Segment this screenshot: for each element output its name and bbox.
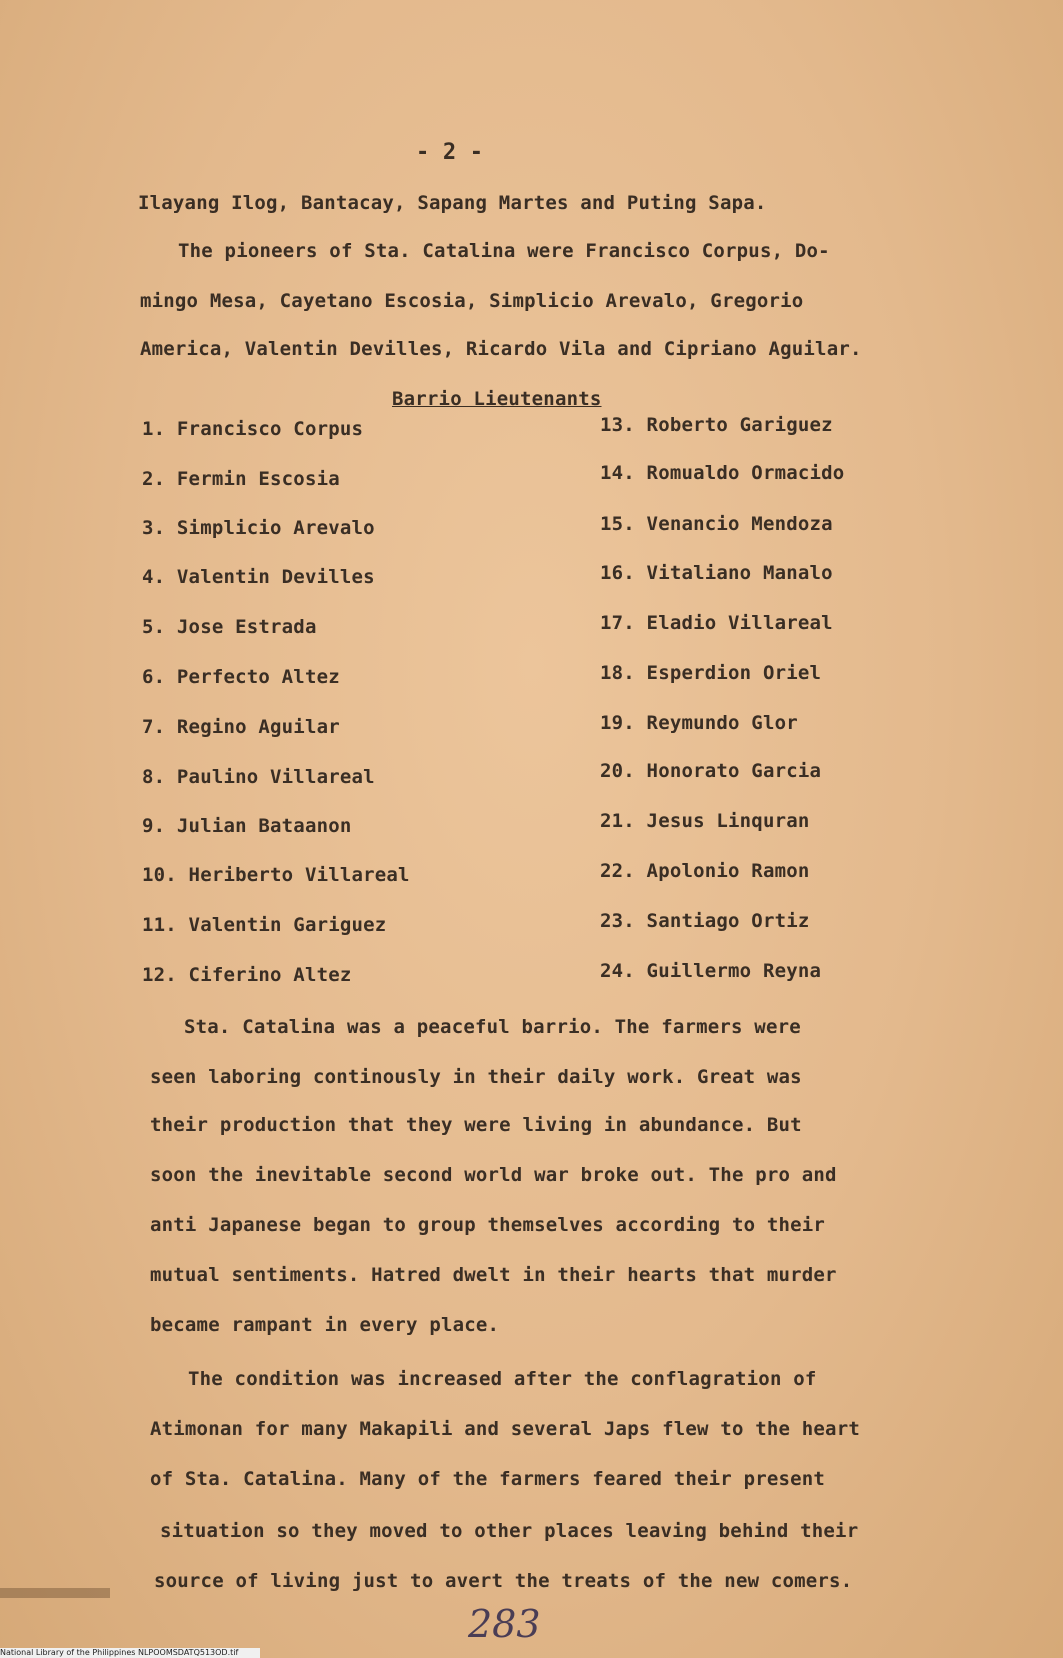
- lieutenant-item: 21. Jesus Linquran: [600, 810, 810, 832]
- page-number: - 2 -: [416, 140, 484, 165]
- lieutenant-item: 11. Valentin Gariguez: [142, 914, 387, 936]
- lieutenant-item: 23. Santiago Ortiz: [600, 910, 810, 932]
- paragraph2-line: anti Japanese began to group themselves according to their: [150, 1214, 826, 1236]
- lieutenant-item: 16. Vitaliano Manalo: [600, 562, 833, 584]
- paragraph1-line: America, Valentin Devilles, Ricardo Vila and Cipriano Aguilar.: [140, 338, 862, 360]
- paragraph2-line: became rampant in every place.: [150, 1314, 500, 1336]
- lieutenant-item: 22. Apolonio Ramon: [600, 860, 810, 882]
- lieutenant-item: 10. Heriberto Villareal: [142, 864, 410, 886]
- handwritten-page-number: 283: [468, 1602, 541, 1646]
- lieutenant-item: 15. Venancio Mendoza: [600, 513, 833, 535]
- lieutenant-item: 6. Perfecto Altez: [142, 666, 340, 688]
- paragraph3-line: situation so they moved to other places leaving behind their: [160, 1520, 859, 1542]
- paragraph3-line: of Sta. Catalina. Many of the farmers feared their present: [150, 1468, 826, 1490]
- lieutenant-item: 7. Regino Aguilar: [142, 716, 340, 738]
- paragraph3-line: source of living just to avert the treats of the new comers.: [154, 1570, 853, 1592]
- lieutenant-item: 4. Valentin Devilles: [142, 566, 375, 588]
- lieutenant-item: 2. Fermin Escosia: [142, 468, 340, 490]
- lieutenant-item: 1. Francisco Corpus: [142, 418, 364, 440]
- lieutenant-item: 24. Guillermo Reyna: [600, 960, 822, 982]
- paragraph2-line: Sta. Catalina was a peaceful barrio. The farmers were: [184, 1016, 801, 1038]
- paragraph2-line: soon the inevitable second world war broke out. The pro and: [150, 1164, 837, 1186]
- lieutenant-item: 18. Esperdion Oriel: [600, 662, 822, 684]
- lieutenant-item: 3. Simplicio Arevalo: [142, 517, 375, 539]
- paragraph1-line: mingo Mesa, Cayetano Escosia, Simplicio Arevalo, Gregorio: [140, 290, 804, 312]
- lieutenant-item: 5. Jose Estrada: [142, 616, 317, 638]
- lieutenant-item: 14. Romualdo Ormacido: [600, 462, 845, 484]
- lieutenant-item: 9. Julian Bataanon: [142, 815, 352, 837]
- lieutenant-item: 17. Eladio Villareal: [600, 612, 833, 634]
- archive-footer: National Library of the Philippines NLPOOMSDATQ513OD.tif: [0, 1648, 260, 1658]
- paragraph2-line: mutual sentiments. Hatred dwelt in their hearts that murder: [150, 1264, 837, 1286]
- lieutenant-item: 12. Ciferino Altez: [142, 964, 352, 986]
- lieutenant-item: 13. Roberto Gariguez: [600, 414, 833, 436]
- lieutenants-heading: Barrio Lieutenants: [392, 388, 602, 410]
- paragraph3-line: The condition was increased after the conflagration of: [188, 1368, 817, 1390]
- paragraph1-line: Ilayang Ilog, Bantacay, Sapang Martes and Puting Sapa.: [138, 192, 767, 214]
- lieutenant-item: 8. Paulino Villareal: [142, 766, 375, 788]
- paper-edge-stain: [0, 1588, 110, 1598]
- lieutenant-item: 20. Honorato Garcia: [600, 760, 822, 782]
- paragraph2-line: their production that they were living in abundance. But: [150, 1114, 802, 1136]
- paragraph1-line: The pioneers of Sta. Catalina were Francisco Corpus, Do-: [178, 240, 830, 262]
- lieutenant-item: 19. Reymundo Glor: [600, 712, 798, 734]
- paragraph2-line: seen laboring continously in their daily work. Great was: [150, 1066, 802, 1088]
- paragraph3-line: Atimonan for many Makapili and several Japs flew to the heart: [150, 1418, 860, 1440]
